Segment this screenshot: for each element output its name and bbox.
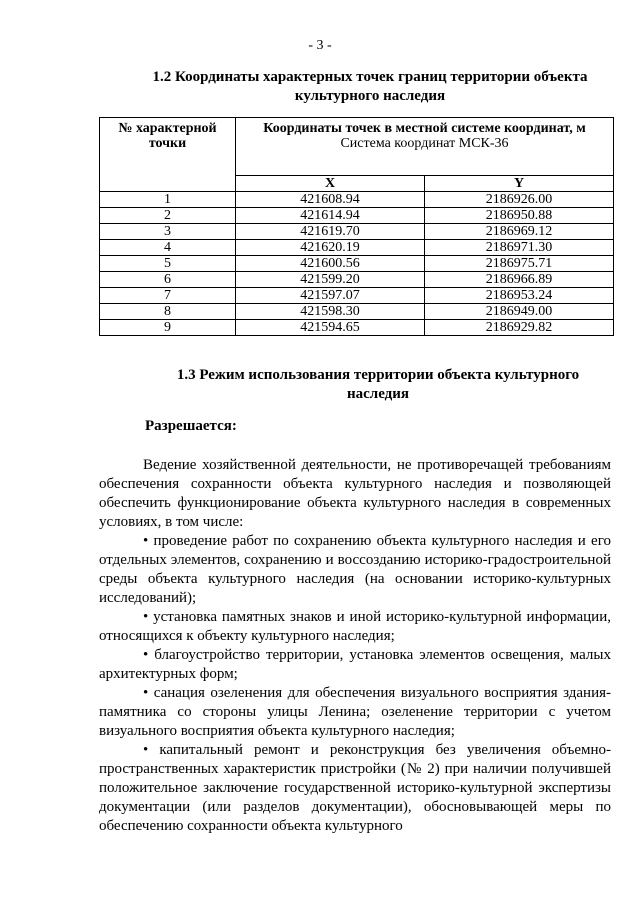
coordinates-table	[99, 117, 614, 336]
table-header-coordinates-title: Координаты точек в местной системе координат, м	[263, 121, 586, 136]
x-coordinate-cell: 421598.30	[236, 304, 425, 320]
table-row	[100, 224, 614, 240]
section-heading-1-3: 1.3 Режим использования территории объекта культурного наследия	[176, 367, 580, 402]
y-coordinate-cell: 2186950.88	[425, 208, 614, 224]
x-coordinate-cell: 421600.56	[236, 256, 425, 272]
bullet-paragraph: • проведение работ по сохранению объекта культурного наследия и его отдельных элементов, сохранению и воссозданию историко-градостроительной среды объекта культурного наследия (на основании историко-культурных исследований);	[99, 533, 611, 606]
table-row	[100, 192, 614, 208]
point-number-cell: 4	[100, 240, 236, 256]
table-row	[100, 304, 614, 320]
table-row	[100, 208, 614, 224]
point-number-cell: 1	[100, 192, 236, 208]
point-number-cell: 5	[100, 256, 236, 272]
section-heading-1-2: 1.2 Координаты характерных точек границ территории объекта культурного наследия	[152, 69, 588, 104]
y-coordinate-cell: 2186926.00	[425, 192, 614, 208]
table-row	[100, 256, 614, 272]
table-row	[100, 288, 614, 304]
x-coordinate-cell: 421608.94	[236, 192, 425, 208]
coordinates-table-body	[100, 192, 614, 336]
y-coordinate-cell: 2186971.30	[425, 240, 614, 256]
body-text	[99, 456, 611, 836]
y-coordinate-cell: 2186966.89	[425, 272, 614, 288]
point-number-cell: 6	[100, 272, 236, 288]
x-coordinate-cell: 421620.19	[236, 240, 425, 256]
table-row	[100, 320, 614, 336]
point-number-cell: 2	[100, 208, 236, 224]
y-coordinate-cell: 2186975.71	[425, 256, 614, 272]
point-number-cell: 3	[100, 224, 236, 240]
table-header-coordinates	[236, 118, 614, 176]
point-number-cell: 7	[100, 288, 236, 304]
x-coordinate-cell: 421614.94	[236, 208, 425, 224]
table-header-x: X	[236, 176, 425, 192]
x-coordinate-cell: 421597.07	[236, 288, 425, 304]
table-header-coordinate-system: Система координат МСК-36	[340, 136, 509, 151]
table-row	[100, 272, 614, 288]
table-header-y: Y	[425, 176, 614, 192]
point-number-cell: 9	[100, 320, 236, 336]
bullet-paragraph: • капитальный ремонт и реконструкция без увеличения объемно-пространственных характеристик пристройки (№ 2) при наличии получившей положительное заключение государственной историко-культурной экспертизы документации (или разделов документации), обосновывающей меры по обеспечению сохранности объекта культурного	[99, 742, 611, 834]
y-coordinate-cell: 2186969.12	[425, 224, 614, 240]
y-coordinate-cell: 2186929.82	[425, 320, 614, 336]
x-coordinate-cell: 421594.65	[236, 320, 425, 336]
table-header-point-number: № характерной точки	[100, 118, 236, 192]
intro-paragraph: Ведение хозяйственной деятельности, не противоречащей требованиям обеспечения сохранности объекта культурного наследия и позволяющей обеспечить функционирование объекта культурного наследия в современных условиях, в том числе:	[99, 457, 611, 530]
bullet-paragraph: • благоустройство территории, установка элементов освещения, малых архитектурных форм;	[99, 647, 611, 682]
y-coordinate-cell: 2186949.00	[425, 304, 614, 320]
allowed-label: Разрешается:	[145, 418, 237, 434]
x-coordinate-cell: 421619.70	[236, 224, 425, 240]
page-number: - 3 -	[308, 38, 332, 53]
x-coordinate-cell: 421599.20	[236, 272, 425, 288]
table-row	[100, 240, 614, 256]
y-coordinate-cell: 2186953.24	[425, 288, 614, 304]
bullet-paragraph: • установка памятных знаков и иной историко-культурной информации, относящихся к объекту культурного наследия;	[99, 609, 611, 644]
bullet-paragraph: • санация озеленения для обеспечения визуального восприятия здания-памятника со стороны улицы Ленина; озеленение территории с учетом визуального восприятия объекта культурного наследия;	[99, 685, 611, 739]
point-number-cell: 8	[100, 304, 236, 320]
